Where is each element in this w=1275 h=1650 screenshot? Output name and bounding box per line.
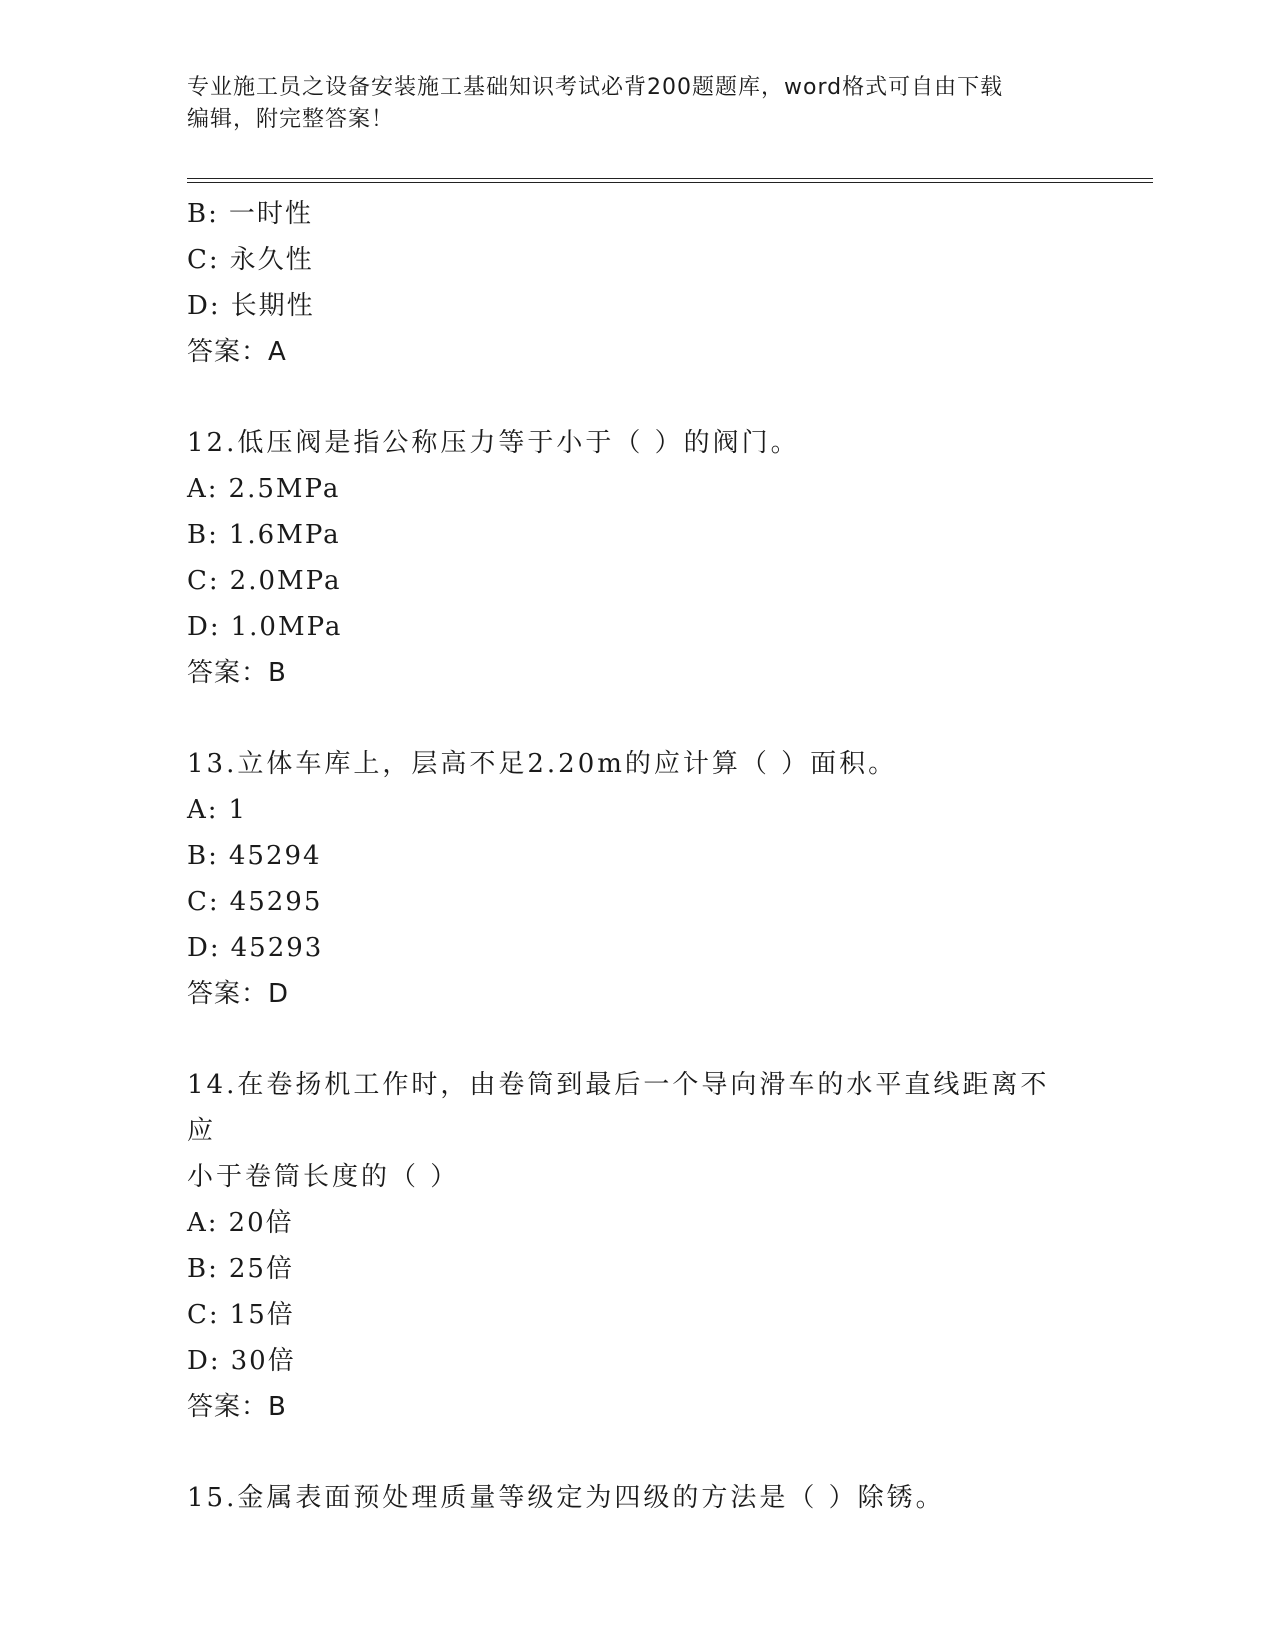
option-letter: B (187, 520, 209, 550)
option-separator: : (207, 474, 219, 504)
header-title-line-1: 专业施工员之设备安装施工基础知识考试必背200题题库，word格式可自由下载 (187, 75, 1004, 100)
option-letter: A (187, 474, 208, 504)
option-separator: : (208, 841, 219, 871)
option-line (187, 191, 1087, 237)
option-text: 一时性 (228, 199, 313, 229)
option-line (187, 1292, 1087, 1338)
option-letter: B (187, 841, 209, 871)
option-line (187, 283, 1087, 329)
answer-line: 答案：B (187, 1392, 287, 1422)
question-spacer (187, 1017, 1087, 1062)
question-stem: 12.低压阀是指公称压力等于小于（ ）的阀门。 (187, 428, 800, 458)
option-letter: D (187, 933, 210, 963)
question-content (187, 191, 1087, 1521)
option-separator: : (208, 566, 220, 596)
option-letter: A (187, 1208, 208, 1238)
option-text: 25倍 (228, 1254, 294, 1284)
answer-line: 答案：A (187, 337, 287, 367)
header-double-rule (187, 178, 1153, 183)
answer-line: 答案：D (187, 979, 290, 1009)
option-text: 15倍 (229, 1300, 295, 1330)
option-line (187, 833, 1087, 879)
option-text: 2.0MPa (229, 566, 342, 596)
question-block-14 (187, 1062, 1087, 1430)
option-line (187, 925, 1087, 971)
option-letter: C (187, 887, 209, 917)
option-line (187, 879, 1087, 925)
option-line (187, 1338, 1087, 1384)
question-stem: 15.金属表面预处理质量等级定为四级的方法是（ ）除锈。 (187, 1483, 945, 1513)
option-letter: C (187, 245, 209, 275)
option-text: 1.6MPa (228, 520, 341, 550)
option-line (187, 1246, 1087, 1292)
option-separator: : (209, 933, 221, 963)
option-separator: : (207, 1208, 219, 1238)
option-line (187, 466, 1087, 512)
option-separator: : (208, 245, 220, 275)
option-separator: : (208, 199, 219, 229)
option-line (187, 787, 1087, 833)
option-separator: : (208, 1300, 220, 1330)
option-separator: : (208, 1254, 219, 1284)
question-stem-continued: 小于卷筒长度的（ ） (187, 1162, 460, 1192)
option-separator: : (207, 795, 219, 825)
option-letter: B (187, 199, 209, 229)
option-line (187, 604, 1087, 650)
answer-line: 答案：B (187, 658, 287, 688)
option-text: 1.0MPa (230, 612, 343, 642)
option-letter: A (187, 795, 208, 825)
option-letter: D (187, 291, 210, 321)
option-text: 2.5MPa (228, 474, 341, 504)
question-spacer (187, 696, 1087, 741)
continued-question-block (187, 191, 1087, 375)
option-letter: C (187, 1300, 209, 1330)
option-text: 长期性 (230, 291, 315, 321)
option-text: 45293 (230, 933, 324, 963)
option-line (187, 558, 1087, 604)
question-spacer (187, 375, 1087, 420)
option-text: 1 (228, 795, 248, 825)
question-spacer (187, 1430, 1087, 1475)
option-separator: : (208, 887, 220, 917)
option-separator: : (209, 291, 221, 321)
question-block-12 (187, 420, 1087, 696)
option-letter: D (187, 612, 210, 642)
option-line (187, 237, 1087, 283)
option-letter: D (187, 1346, 210, 1376)
option-separator: : (209, 1346, 221, 1376)
option-text: 45295 (229, 887, 323, 917)
header-title-line-2: 编辑，附完整答案！ (187, 107, 395, 132)
question-block-15 (187, 1475, 1087, 1521)
option-text: 45294 (228, 841, 322, 871)
question-block-13 (187, 741, 1087, 1017)
option-text: 30倍 (230, 1346, 296, 1376)
option-letter: C (187, 566, 209, 596)
question-stem: 13.立体车库上，层高不足2.20m的应计算（ ）面积。 (187, 749, 898, 779)
question-stem: 14.在卷扬机工作时，由卷筒到最后一个导向滑车的水平直线距离不应 (187, 1070, 1050, 1146)
option-text: 永久性 (229, 245, 314, 275)
option-separator: : (209, 612, 221, 642)
option-separator: : (208, 520, 219, 550)
document-header (187, 72, 1067, 136)
option-line (187, 1200, 1087, 1246)
option-text: 20倍 (228, 1208, 294, 1238)
option-letter: B (187, 1254, 209, 1284)
option-line (187, 512, 1087, 558)
